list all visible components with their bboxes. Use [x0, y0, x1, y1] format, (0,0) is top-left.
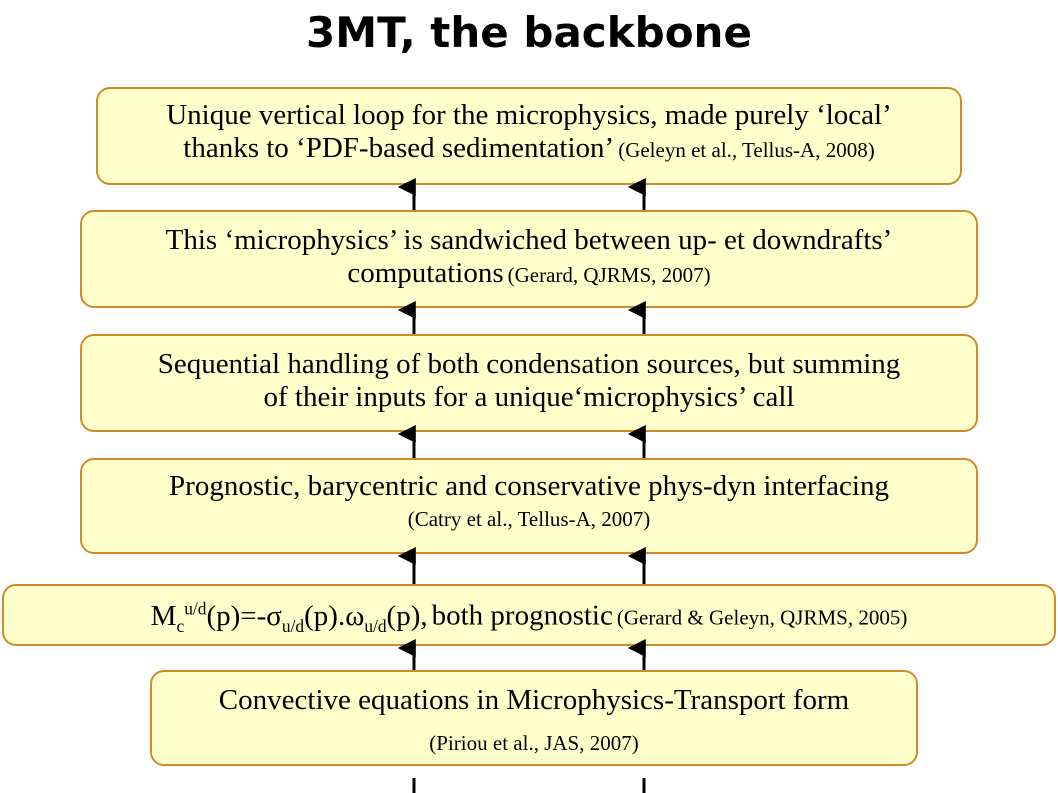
reference-gerard-2007: (Gerard, QJRMS, 2007) [507, 263, 711, 287]
reference-gerard-geleyn-2005: (Gerard & Geleyn, QJRMS, 2005) [616, 605, 908, 630]
box-microphysics-loop-line1: Unique vertical loop for the microphysics, made purely ‘local’ [166, 99, 892, 131]
slide-title: 3MT, the backbone [306, 8, 752, 57]
formula-mass-flux: $M_c^{u/d}(p)=-\sigma_{u/d}(p).\omega_{u/d}(p)$, [150, 598, 428, 636]
box-condensation-line1: Sequential handling of both condensation sources, but summing [157, 348, 901, 380]
box-microphysics-loop-line2: thanks to ‘PDF-based sedimentation’ (Geleyn et al., Tellus-A, 2008) [183, 132, 875, 164]
reference-geleyn-2008: (Geleyn et al., Tellus-A, 2008) [618, 138, 875, 162]
reference-catry-2007: (Catry et al., Tellus-A, 2007) [407, 507, 651, 531]
box-condensation-line2: of their inputs for a unique‘microphysics’ call [263, 381, 795, 413]
reference-piriou-2007: (Piriou et al., JAS, 2007) [429, 731, 639, 755]
box-sandwiched-line1: This ‘microphysics’ is sandwiched between up- et downdrafts’ [165, 224, 893, 256]
box-interfacing-line1: Prognostic, barycentric and conservative phys-dyn interfacing [169, 470, 889, 502]
box-convective-line1: Convective equations in Microphysics-Transport form [218, 684, 850, 716]
box-sandwiched-line2: computations (Gerard, QJRMS, 2007) [347, 257, 711, 289]
box-formula-line: $M_c^{u/d}(p)=-\sigma_{u/d}(p).\omega_{u/d}(p)$, both prognostic (Gerard & Geleyn, QJRMS, 2005) [150, 598, 908, 636]
